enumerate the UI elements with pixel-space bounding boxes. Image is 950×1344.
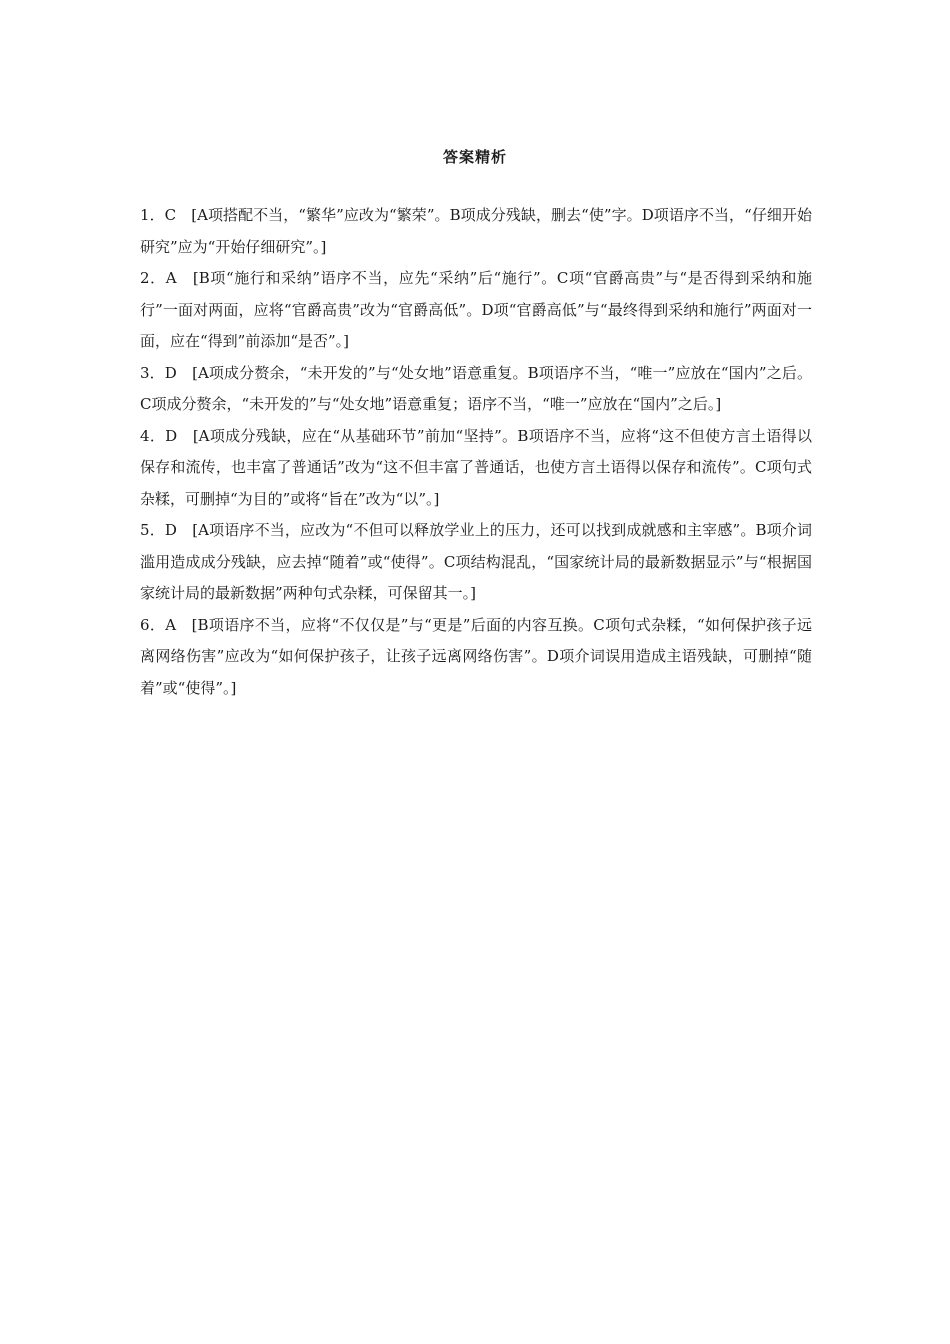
answer-item-4: 4．D [A项成分残缺，应在“从基础环节”前加“坚持”。B项语序不当，应将“这不但使方言土语得以保存和流传，也丰富了普通话”改为“这不但丰富了普通话，也使方言土语得以保存和流传”。C项句式杂糅，可删掉“为目的”或将“旨在”改为“以”。] bbox=[140, 426, 812, 508]
answer-item-1: 1．C [A项搭配不当，“繁华”应改为“繁荣”。B项成分残缺，删去“使”字。D项语序不当，“仔细开始研究”应为“开始仔细研究”。] bbox=[140, 206, 812, 256]
answer-item-5: 5．D [A项语序不当，应改为“不但可以释放学业上的压力，还可以找到成就感和主宰感”。B项介词滥用造成成分残缺，应去掉“随着”或“使得”。C项结构混乱，“国家统计局的最新数据显示”与“根据国家统计局的最新数据”两种句式杂糅，可保留其一。] bbox=[140, 521, 812, 602]
answer-item-6: 6．A [B项语序不当，应将“不仅仅是”与“更是”后面的内容互换。C项句式杂糅，“如何保护孩子远离网络伤害”应改为“如何保护孩子，让孩子远离网络伤害”。D项介词误用造成主语残缺，可删掉“随着”或“使得”。] bbox=[140, 615, 812, 697]
answer-list bbox=[140, 200, 812, 704]
page-title: 答案精析 bbox=[442, 148, 507, 166]
answer-item-2: 2．A [B项“施行和采纳”语序不当，应先“采纳”后“施行”。C项“官爵高贵”与“是否得到采纳和施行”一面对两面，应将“官爵高贵”改为“官爵高低”。D项“官爵高低”与“最终得到采纳和施行”两面对一面，应在“得到”前添加“是否”。] bbox=[140, 269, 812, 350]
answer-item-3: 3．D [A项成分赘余，“未开发的”与“处女地”语意重复。B项语序不当，“唯一”应放在“国内”之后。C项成分赘余，“未开发的”与“处女地”语意重复；语序不当，“唯一”应放在“国内”之后。] bbox=[140, 363, 812, 413]
